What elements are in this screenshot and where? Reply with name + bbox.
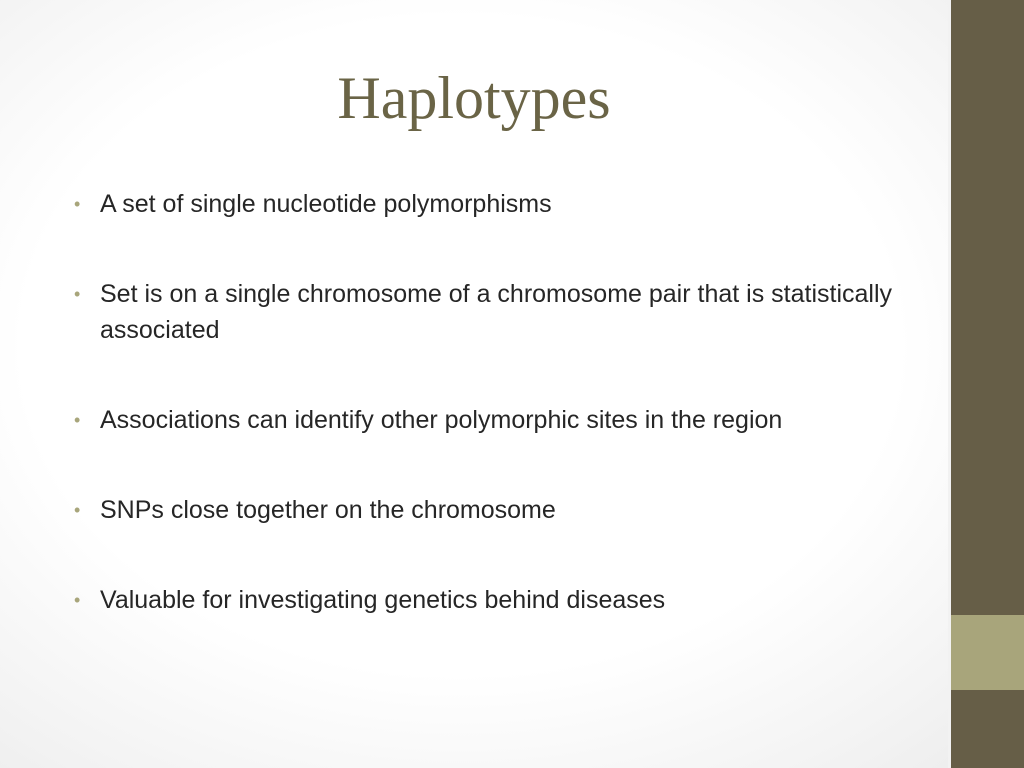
- bullet-text: Valuable for investigating genetics behind diseases: [100, 586, 666, 614]
- bullet-dot-icon: •: [74, 410, 81, 430]
- bullet-dot-icon: •: [74, 590, 81, 610]
- bullet-list: [74, 186, 904, 672]
- slide-title: Haplotypes: [337, 65, 611, 131]
- bullet-text: Set is on a single chromosome of a chromosome pair that is statistically associated: [100, 280, 893, 344]
- decorative-sidebar: [948, 0, 1024, 768]
- bullet-text: SNPs close together on the chromosome: [100, 496, 556, 524]
- bullet-dot-icon: •: [74, 194, 81, 214]
- bullet-item: [74, 492, 904, 528]
- bullet-dot-icon: •: [74, 284, 81, 304]
- bullet-text: Associations can identify other polymorphic sites in the region: [100, 406, 783, 434]
- bullet-dot-icon: •: [74, 500, 81, 520]
- bullet-text: A set of single nucleotide polymorphisms: [100, 190, 552, 218]
- bullet-item: [74, 276, 904, 348]
- bullet-item: [74, 582, 904, 618]
- bullet-item: [74, 402, 904, 438]
- sidebar-accent-block: [951, 615, 1024, 690]
- bullet-item: [74, 186, 904, 222]
